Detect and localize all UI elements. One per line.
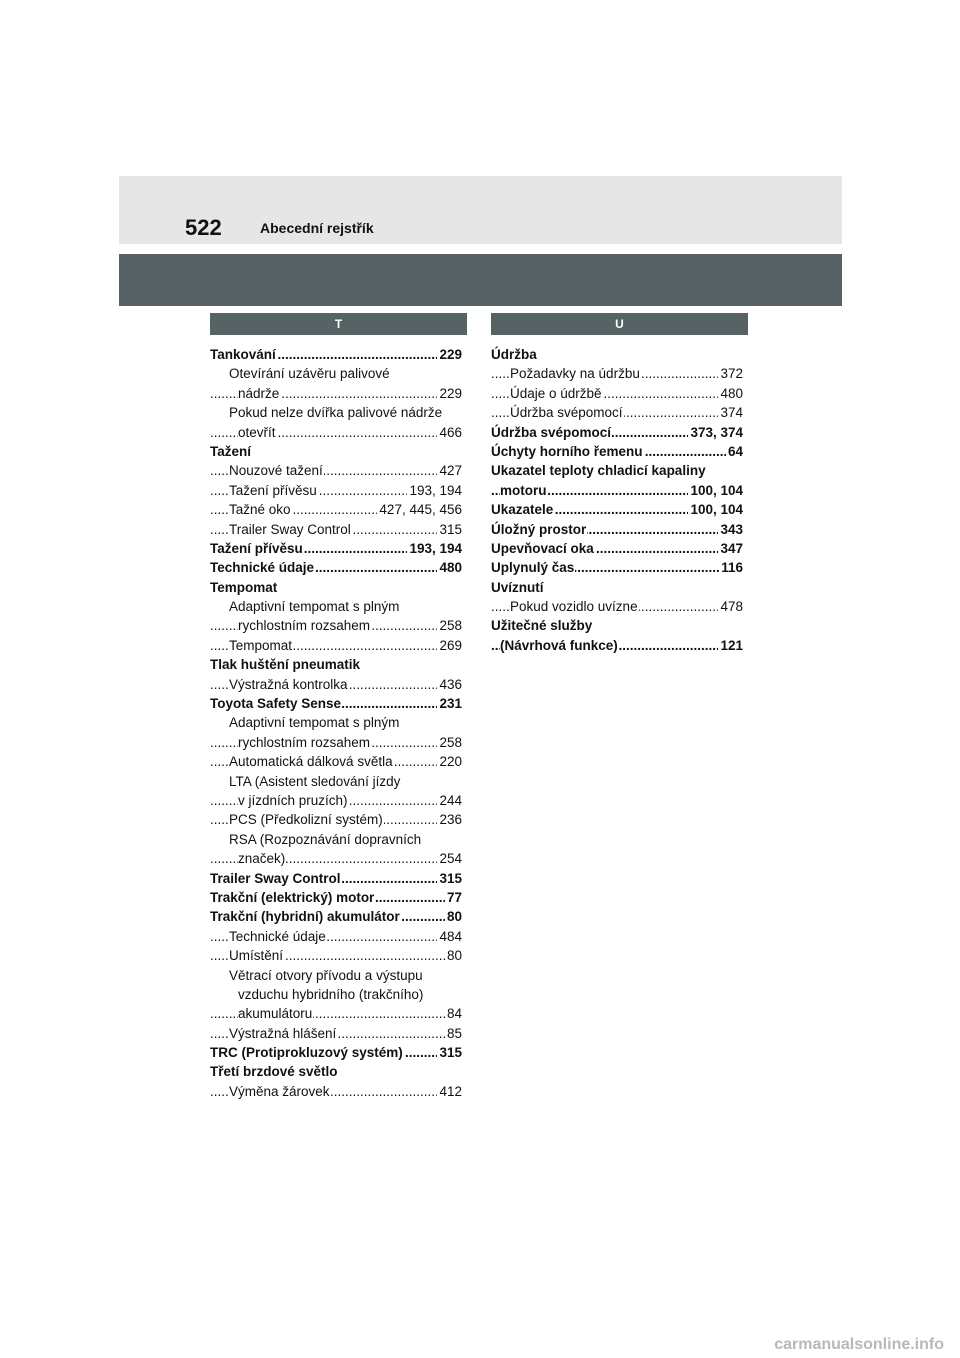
index-entry [210, 907, 467, 926]
entry-term: Tempomat [210, 578, 278, 597]
entry-term: Tažení přívěsu [229, 481, 318, 500]
index-subentry [210, 500, 467, 519]
entry-page-ref: 229 [437, 345, 462, 364]
index-entry [491, 616, 748, 635]
entry-page-ref: 77 [445, 888, 462, 907]
entry-term: Technické údaje [229, 927, 327, 946]
entry-page-ref: 258 [437, 733, 462, 752]
entry-term: Tempomat [229, 636, 293, 655]
entry-page-ref: 480 [718, 384, 743, 403]
index-subentry [210, 1004, 467, 1023]
entry-term: nádrže [238, 384, 280, 403]
entry-term: Adaptivní tempomat s plným [229, 713, 400, 732]
index-subentry [210, 423, 467, 442]
entry-page-ref: 244 [437, 791, 462, 810]
index-subentry [210, 927, 467, 946]
entry-term: v jízdních pruzích) [238, 791, 349, 810]
watermark: carmanualsonline.info [774, 1336, 944, 1353]
index-entry [210, 578, 467, 597]
entry-term: rychlostním rozsahem [238, 733, 371, 752]
entry-term: Pokud vozidlo uvízne [510, 597, 639, 616]
index-entries-t [210, 345, 467, 1101]
index-subentry [210, 520, 467, 539]
index-entry [210, 558, 467, 577]
entry-term: otevřít [238, 423, 277, 442]
index-entry [210, 1062, 467, 1081]
entry-term: Tlak huštění pneumatik [210, 655, 361, 674]
entry-term: Uvíznutí [491, 578, 545, 597]
index-entry [210, 694, 467, 713]
index-subentry [210, 985, 467, 1004]
index-subentry [210, 772, 467, 791]
index-entry [491, 520, 748, 539]
index-entry [210, 655, 467, 674]
entry-page-ref: 436 [437, 675, 462, 694]
entry-term: Ukazatele [491, 500, 554, 519]
index-subentry [210, 713, 467, 732]
index-subentry [491, 636, 748, 655]
entry-term: Nouzové tažení [229, 461, 324, 480]
index-entry [491, 500, 748, 519]
entry-page-ref: 80 [445, 907, 462, 926]
entry-page-ref: 372 [718, 364, 743, 383]
entry-page-ref: 100, 104 [688, 500, 743, 519]
index-entry [210, 442, 467, 461]
entry-term: Údaje o údržbě [510, 384, 603, 403]
entry-term: Větrací otvory přívodu a výstupu [229, 966, 424, 985]
entry-term: Upevňovací oka [491, 539, 595, 558]
entry-page-ref: 193, 194 [407, 539, 462, 558]
entry-page-ref: 116 [719, 558, 743, 577]
entry-page-ref: 315 [437, 1043, 462, 1062]
entry-page-ref: 64 [726, 442, 743, 461]
entry-term: Výměna žárovek [229, 1082, 331, 1101]
entry-term: Uplynulý čas [491, 558, 575, 577]
entry-page-ref: 100, 104 [688, 481, 743, 500]
index-subentry [210, 1024, 467, 1043]
index-subentry [491, 384, 748, 403]
index-subentry [491, 481, 748, 500]
entry-term: Technické údaje [210, 558, 315, 577]
index-subentry [210, 675, 467, 694]
index-subentry [210, 384, 467, 403]
entry-page-ref: 236 [437, 810, 462, 829]
index-entry [491, 423, 748, 442]
index-column-t [210, 313, 467, 1101]
index-entry [491, 442, 748, 461]
entry-page-ref: 193, 194 [407, 481, 462, 500]
index-subentry [210, 364, 467, 383]
index-subentry [210, 810, 467, 829]
entry-term: Trailer Sway Control [229, 520, 352, 539]
entry-term: PCS (Předkolizní systém) [229, 810, 384, 829]
entry-term: Výstražná kontrolka [229, 675, 349, 694]
entry-page-ref: 373, 374 [688, 423, 743, 442]
index-entry [210, 539, 467, 558]
entry-term: Údržba [491, 345, 538, 364]
entry-page-ref: 80 [445, 946, 462, 965]
entry-term: značek) [238, 849, 286, 868]
entry-page-ref: 427 [437, 461, 462, 480]
entry-term: rychlostním rozsahem [238, 616, 371, 635]
entry-page-ref: 229 [437, 384, 462, 403]
index-entry [210, 345, 467, 364]
entry-term: Tankování [210, 345, 277, 364]
entry-page-ref: 258 [437, 616, 462, 635]
entry-page-ref: 85 [445, 1024, 462, 1043]
entry-term: LTA (Asistent sledování jízdy [229, 772, 401, 791]
entry-term: Pokud nelze dvířka palivové nádrže [229, 403, 443, 422]
index-subentry [210, 597, 467, 616]
entry-page-ref: 84 [445, 1004, 462, 1023]
entry-page-ref: 315 [437, 520, 462, 539]
index-entry [210, 869, 467, 888]
entry-page-ref: 484 [437, 927, 462, 946]
entry-term: Adaptivní tempomat s plným [229, 597, 400, 616]
entry-term: Požadavky na údržbu [510, 364, 641, 383]
letter-heading-u: U [491, 313, 748, 335]
entry-term: Umístění [229, 946, 284, 965]
entry-page-ref: 480 [437, 558, 462, 577]
entry-term: RSA (Rozpoznávání dopravních [229, 830, 422, 849]
entry-term: Tažné oko [229, 500, 292, 519]
entry-page-ref: 231 [437, 694, 462, 713]
entry-term: motoru [500, 481, 548, 500]
index-subentry [491, 597, 748, 616]
entry-term: Výstražná hlášení [229, 1024, 337, 1043]
entry-term: Tažení [210, 442, 252, 461]
index-subentry [210, 849, 467, 868]
entry-page-ref: 412 [437, 1082, 462, 1101]
header-band [119, 176, 842, 244]
index-column-u [491, 313, 748, 655]
index-entry [491, 461, 748, 480]
entry-term: Trakční (elektrický) motor [210, 888, 375, 907]
entry-term: Toyota Safety Sense [210, 694, 342, 713]
entry-term: Otevírání uzávěru palivové [229, 364, 391, 383]
entry-term: (Návrhová funkce) [500, 636, 619, 655]
chapter-band [119, 254, 842, 306]
entry-term: Ukazatel teploty chladicí kapaliny [491, 461, 707, 480]
index-subentry [210, 461, 467, 480]
index-subentry [210, 636, 467, 655]
entry-term: Trailer Sway Control [210, 869, 342, 888]
entry-term: Úchyty horního řemenu [491, 442, 644, 461]
index-subentry [210, 946, 467, 965]
index-subentry [210, 966, 467, 985]
entry-term: vzduchu hybridního (trakčního) [238, 985, 424, 1004]
entry-term: Tažení přívěsu [210, 539, 304, 558]
index-entry [210, 1043, 467, 1062]
index-subentry [210, 791, 467, 810]
index-subentry [210, 733, 467, 752]
index-entry [491, 345, 748, 364]
entry-page-ref: 220 [437, 752, 462, 771]
index-entry [491, 539, 748, 558]
entry-term: Třetí brzdové světlo [210, 1062, 339, 1081]
entry-page-ref: 347 [718, 539, 743, 558]
entry-term: Údržba svépomocí [491, 423, 612, 442]
index-subentry [491, 364, 748, 383]
page-number: 522 [185, 215, 222, 240]
index-subentry [491, 403, 748, 422]
entry-page-ref: 478 [718, 597, 743, 616]
entry-term: Úložný prostor [491, 520, 587, 539]
entry-term: TRC (Protiprokluzový systém) [210, 1043, 404, 1062]
entry-term: akumulátoru [238, 1004, 313, 1023]
entry-term: Automatická dálková světla [229, 752, 394, 771]
entry-page-ref: 427, 445, 456 [377, 500, 462, 519]
index-subentry [210, 616, 467, 635]
entry-page-ref: 374 [718, 403, 743, 422]
index-subentry [210, 1082, 467, 1101]
index-subentry [210, 481, 467, 500]
entry-page-ref: 315 [437, 869, 462, 888]
entry-page-ref: 466 [437, 423, 462, 442]
index-subentry [210, 403, 467, 422]
section-title: Abecední rejstřík [260, 220, 374, 236]
entry-term: Trakční (hybridní) akumulátor [210, 907, 401, 926]
index-entry [491, 578, 748, 597]
index-entries-u [491, 345, 748, 655]
index-entry [210, 888, 467, 907]
entry-page-ref: 269 [437, 636, 462, 655]
entry-page-ref: 343 [718, 520, 743, 539]
entry-term: Údržba svépomocí [510, 403, 624, 422]
index-subentry [210, 830, 467, 849]
entry-page-ref: 121 [718, 636, 743, 655]
index-subentry [210, 752, 467, 771]
letter-heading-t: T [210, 313, 467, 335]
index-entry [491, 558, 748, 577]
entry-page-ref: 254 [437, 849, 462, 868]
entry-term: Užitečné služby [491, 616, 593, 635]
